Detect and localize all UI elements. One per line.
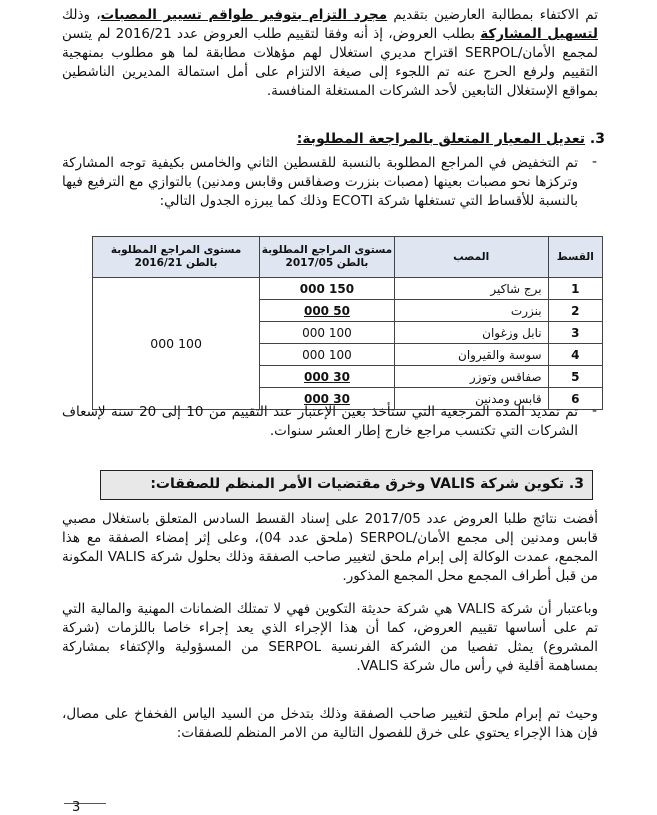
section-heading-valis — [100, 470, 593, 500]
cell-ref-2017: 30 000 — [260, 388, 395, 410]
cell-lot: 5 — [548, 366, 602, 388]
page-number: 3 — [72, 800, 81, 815]
cell-site: صفاقس وتوزر — [394, 366, 548, 388]
paragraph-2-text: وباعتبار أن شركة VALIS هي شركة حديثة التكوين فهي لا تمتلك الضمانات المهنية والمالية التي تم على أساسها تقييم العروض، كما أن هذا الإجراء الذي يعد إجراء خاصا باللزمات (شركة المشروع) يمثل تفصيا من الشركة الفرنسية SERPOL من المسؤولية والإكتفاء بمشاركة بمساهمة أقلية في رأس مال شركة VALIS. — [62, 601, 599, 674]
cell-site: برج شاكير — [394, 278, 548, 300]
header-ref-2016: مستوى المراجع المطلوبة بالطن 2016/21 — [93, 237, 260, 278]
valis-paragraph-1 — [62, 510, 598, 586]
table-row — [93, 278, 603, 300]
header-ref-2017: مستوى المراجع المطلوبة بالطن 2017/05 — [260, 237, 395, 278]
cell-lot: 2 — [548, 300, 602, 322]
paragraph-1-text: أفضت نتائج طلبا العروض عدد 2017/05 على إسناد القسط السادس المتعلق باستغلال مصبي قابس ومدنين إلى مجمع الأمان/SERPOL (ملحق عدد 04)، وعلى إثر إمضاء الصفقة مع هذا المجمع، عمدت الوكالة إلى إبرام ملحق لتغيير صاحب الصفقة وذلك بحلول شركة VALIS المكونة من قبل أطراف المجمع محل المجمع المذكور. — [62, 511, 599, 584]
cell-ref-2017: 30 000 — [260, 366, 395, 388]
cell-lot: 4 — [548, 344, 602, 366]
header-site: المصب — [394, 237, 548, 278]
intro-bold-participation: لتسهيل المشاركة — [480, 26, 598, 42]
table-header-row — [93, 237, 603, 278]
cell-ref-2017: 150 000 — [260, 278, 395, 300]
cell-ref-2016-merged: 100 000 — [93, 278, 260, 410]
section-number: 3. — [589, 131, 605, 147]
header-lot: القسط — [548, 237, 602, 278]
cell-ref-2017: 100 000 — [260, 344, 395, 366]
valis-paragraph-3 — [62, 705, 598, 743]
intro-paragraph — [62, 6, 598, 101]
cell-lot: 3 — [548, 322, 602, 344]
cell-lot: 1 — [548, 278, 602, 300]
bullet-dash-1: - — [592, 154, 598, 170]
intro-bold-commitment: مجرد التزام بتوفير طواقم تسيير المصبات — [100, 7, 388, 23]
cell-ref-2017: 50 000 — [260, 300, 395, 322]
cell-site: بنزرت — [394, 300, 548, 322]
intro-text-3: بطلب العروض، إذ أنه وفقا لتقييم طلب العروض عدد 2016/21 لم يتسن لمجمع الأمان/SERPOL اقتراح مديري استغلال لهم مؤهلات مطابقة لما هو مطلوب بمنهجية التقييم ولرفع الحرج عنه تم اللجوء إلى صيغة الالتزام على أمل استمالة المديرين الناشطين بمواقع الإستغلال التابعين لأحد الشركات المستغلة المنافسة. — [62, 26, 599, 99]
paragraph-3-text: وحيث تم إبرام ملحق لتغيير صاحب الصفقة وذلك بتدخل من السيد الياس الفخفاخ على مصال، فإن هذا الإجراء يحتوي على خرق للفصول التالية من الامر المنظم للصفقات: — [62, 706, 598, 741]
footer-divider — [64, 803, 106, 804]
valis-heading-text: 3. تكوين شركة VALIS وخرق مقتضيات الأمر المنظم للصفقات: — [150, 476, 584, 492]
cell-site: قابس ومدنين — [394, 388, 548, 410]
bullet-dash-2: - — [592, 403, 598, 419]
cell-lot: 6 — [548, 388, 602, 410]
bullet-paragraph-2 — [62, 403, 578, 441]
bullet-2-text: تم تمديد المدة المرجعية التي ستأخذ بعين الإعتبار عند التقييم من 10 إلى 20 سنة لإسعاف الشركات التي تكتسب مراجع خارج إطار العشر سنوات. — [62, 404, 578, 439]
intro-text-1: تم الاكتفاء بمطالبة العارضين بتقديم — [387, 7, 598, 23]
valis-paragraph-2 — [62, 600, 598, 676]
bullet-1-text: تم التخفيض في المراجع المطلوبة بالنسبة للقسطين الثاني والخامس بكيفية توجه المشاركة وتركزها نحو مصبات بعينها (مصبات بنزرت وصفاقس وقابس ومدنين) بالتوازي مع الترفيع فيها بالنسبة للأقساط التي تستغلها شركة ECOTI وذلك كما يبرزه الجدول التالي: — [62, 155, 578, 209]
intro-text-2: ، وذلك — [62, 7, 101, 23]
section-title: تعديل المعيار المتعلق بالمراجعة المطلوبة: — [296, 131, 586, 147]
cell-site: نابل وزغوان — [394, 322, 548, 344]
section-heading-criteria — [85, 131, 605, 147]
cell-site: سوسة والقيروان — [394, 344, 548, 366]
references-table — [92, 236, 603, 410]
bullet-paragraph-1 — [62, 154, 578, 211]
cell-ref-2017: 100 000 — [260, 322, 395, 344]
